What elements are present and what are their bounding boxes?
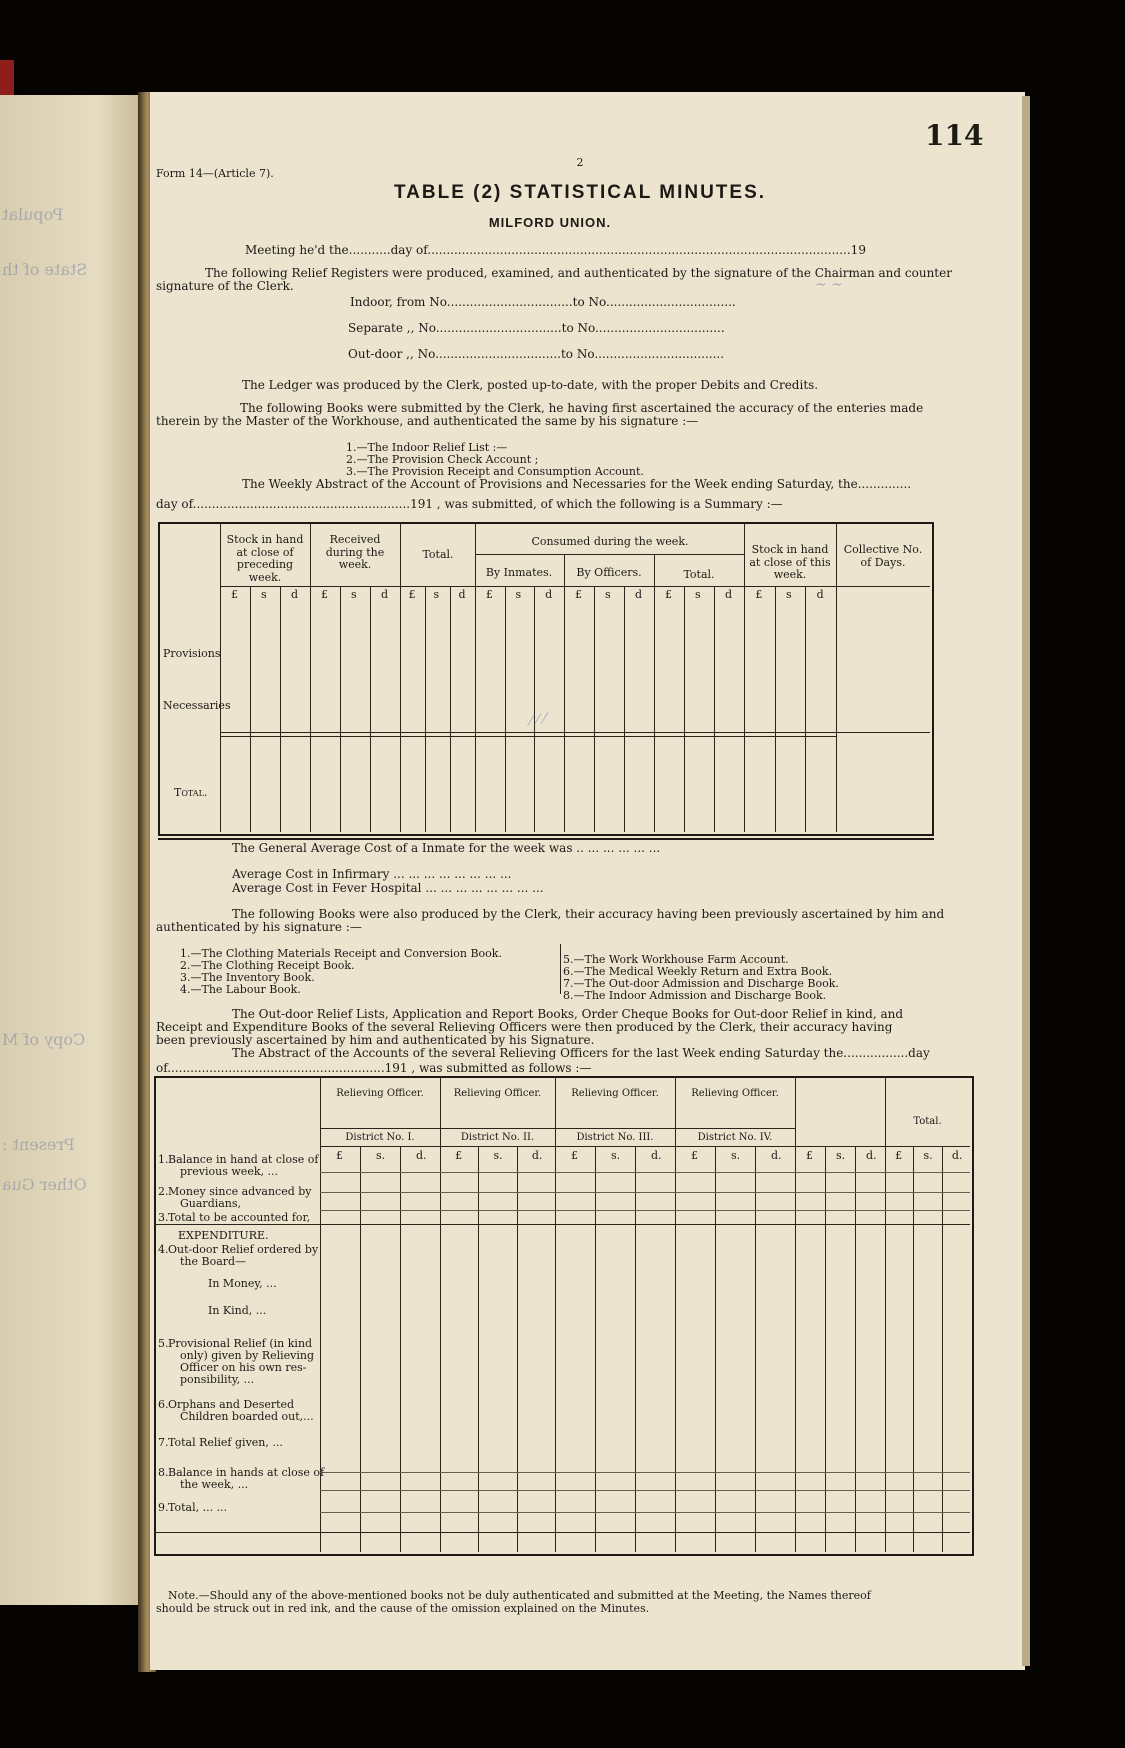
row-label: Total, ... ...	[168, 1501, 228, 1514]
row-label: ponsibility, ...	[180, 1373, 255, 1386]
currency-label: £	[455, 1149, 463, 1162]
currency-divider	[805, 586, 806, 832]
currency-divider	[755, 1146, 756, 1552]
currency-label: d	[725, 588, 733, 601]
book-left-item: 2.—The Clothing Receipt Book.	[180, 959, 355, 972]
page-number: 114	[925, 119, 984, 152]
currency-label: s	[695, 588, 701, 601]
also-produced-text: The following Books were also produced by the Clerk, their accuracy having been previously ascertained by him and	[232, 907, 945, 921]
row-provisions: Provisions	[163, 647, 221, 660]
books-submitted-text-cont: therein by the Master of the Workhouse, and authenticated the same by his signature :—	[156, 414, 699, 428]
book-list-item: 2.—The Provision Check Account ;	[346, 453, 539, 466]
currency-divider	[370, 586, 371, 832]
row-label: Guardians,	[180, 1197, 242, 1210]
row-label: In Money, ...	[208, 1277, 277, 1290]
entry-rule	[320, 1210, 970, 1211]
outdoor-lists-text-cont: Receipt and Expenditure Books of the several Relieving Officers were then produced by the Clerk, their accuracy having	[156, 1020, 893, 1034]
header-relieving-officer: Relieving Officer.	[336, 1088, 424, 1099]
currency-label: £	[895, 1149, 903, 1162]
page-edge	[1022, 96, 1030, 1666]
currency-label: d.	[531, 1149, 543, 1162]
book-list-item: 1.—The Indoor Relief List :—	[346, 441, 508, 454]
currency-divider	[595, 1146, 596, 1552]
row-number: 1.	[158, 1153, 169, 1166]
currency-label: d.	[416, 1149, 427, 1162]
column-divider	[320, 1076, 321, 1552]
footnote-cont: should be struck out in red ink, and the cause of the omission explained on the Minutes.	[156, 1602, 650, 1615]
facing-page	[0, 95, 140, 1605]
currency-label: s.	[493, 1149, 503, 1162]
header-collective-days: Collective No. of Days.	[843, 543, 923, 569]
header-consumed: Consumed during the week.	[531, 535, 689, 548]
row-label: EXPENDITURE.	[178, 1229, 269, 1242]
currency-label: £	[231, 588, 238, 601]
facing-page-bleed: Other Gua	[2, 1175, 87, 1194]
header-divider	[320, 1128, 795, 1129]
entry-rule	[320, 1472, 970, 1473]
book-left-item: 3.—The Inventory Book.	[180, 971, 315, 984]
row-label: Provisional Relief (in kind	[168, 1337, 313, 1350]
currency-label: s.	[731, 1149, 741, 1162]
page-title: TABLE (2) STATISTICAL MINUTES.	[393, 182, 767, 203]
row-label: Money since advanced by	[168, 1185, 312, 1198]
also-produced-text-cont: authenticated by his signature :—	[156, 920, 362, 934]
book-right-item: 6.—The Medical Weekly Return and Extra Book.	[563, 965, 833, 978]
currency-label: d	[545, 588, 553, 601]
currency-label: £	[755, 588, 763, 601]
row-number: 3.	[158, 1211, 169, 1224]
entry-rule	[320, 1192, 970, 1193]
facing-page-bleed: Copy of M	[2, 1030, 86, 1049]
book-right-item: 5.—The Work Workhouse Farm Account.	[563, 953, 789, 966]
currency-divider	[684, 586, 685, 832]
currency-divider	[280, 586, 281, 832]
outdoor-register-line: Out-door ,, No.................................to No..................................	[348, 347, 725, 361]
row-label: Balance in hands at close of	[168, 1466, 325, 1479]
weekly-abstract-text: The Weekly Abstract of the Account of Provisions and Necessaries for the Week ending Saturday, the..............	[242, 477, 912, 491]
header-relieving-officer: Relieving Officer.	[453, 1088, 542, 1099]
currency-divider	[594, 586, 595, 832]
column-divider	[885, 1076, 886, 1552]
column-divider	[440, 1076, 441, 1552]
row-label: Balance in hand at close of	[168, 1153, 319, 1166]
entry-rule	[320, 1172, 970, 1173]
row-label: Out-door Relief ordered by	[168, 1243, 319, 1256]
currency-label: d.	[866, 1149, 877, 1162]
currency-label: d	[635, 588, 643, 601]
abstract-text: The Abstract of the Accounts of the several Relieving Officers for the last Week ending Saturday the.................day	[232, 1046, 930, 1060]
footnote: Note.—Should any of the above-mentioned books not be duly authenticated and submitted at the Meeting, the Names thereof	[168, 1589, 871, 1602]
facing-page-bleed: Populat	[2, 205, 64, 224]
pencil-annotation: ~ ~	[815, 277, 843, 293]
currency-label: d	[458, 588, 466, 601]
row-number: 4.	[158, 1243, 169, 1256]
currency-label: s	[351, 588, 357, 601]
row-number: 5.	[158, 1337, 169, 1350]
row-label: Total to be accounted for,	[168, 1211, 311, 1224]
row-number: 8.	[158, 1466, 169, 1479]
form-reference: Form 14—(Article 7).	[156, 167, 274, 180]
header-stock-preceding: Stock in hand at close of preceding week.	[226, 533, 304, 584]
currency-divider	[855, 1146, 856, 1552]
row-number: 7.	[158, 1436, 169, 1449]
row-label: the Board—	[180, 1255, 247, 1268]
currency-label: s.	[836, 1149, 846, 1162]
header-district: District No. IV.	[697, 1132, 773, 1143]
currency-label: d.	[651, 1149, 662, 1162]
currency-label: £	[665, 588, 672, 601]
book-left-item: 1.—The Clothing Materials Receipt and Conversion Book.	[180, 947, 502, 960]
book-list-item: 3.—The Provision Receipt and Consumption Account.	[346, 465, 644, 478]
entry-rule	[320, 1512, 970, 1513]
average-general: The General Average Cost of a Inmate for the week was .. ... ... ... ... ...	[232, 841, 661, 855]
currency-label: s.	[376, 1149, 386, 1162]
currency-divider	[478, 1146, 479, 1552]
currency-label: d	[291, 588, 299, 601]
currency-divider	[714, 586, 715, 832]
currency-label: s	[261, 588, 267, 601]
book-right-item: 7.—The Out-door Admission and Discharge Book.	[563, 977, 839, 990]
row-number: 9.	[158, 1501, 169, 1514]
pencil-annotation: ⁄ ⁄ ⁄	[528, 710, 547, 730]
currency-divider	[715, 1146, 716, 1552]
book-right-item: 8.—The Indoor Admission and Discharge Book.	[563, 989, 827, 1002]
form-page	[150, 92, 1025, 1670]
row-label: the week, ...	[180, 1478, 249, 1491]
currency-label: £	[575, 588, 582, 601]
row-number: 2.	[158, 1185, 169, 1198]
header-total: Total.	[422, 548, 454, 561]
row-label: Children boarded out,...	[180, 1410, 314, 1423]
currency-divider	[340, 586, 341, 832]
book-left-item: 4.—The Labour Book.	[180, 983, 301, 996]
outdoor-lists-text: The Out-door Relief Lists, Application and Report Books, Order Cheque Books for Out-door Relief in kind, and	[232, 1007, 904, 1021]
header-district: District No. II.	[460, 1132, 535, 1143]
column-divider	[795, 1076, 796, 1552]
row-label: Orphans and Deserted	[168, 1398, 295, 1411]
currency-label: s	[605, 588, 611, 601]
row-label: Officer on his own res-	[180, 1361, 307, 1374]
currency-label: £	[571, 1149, 578, 1162]
relief-registers-text-cont: signature of the Clerk.	[156, 279, 294, 293]
average-fever: Average Cost in Fever Hospital ... ... ... ... ... ... ... ...	[232, 881, 544, 895]
currency-label: £	[321, 588, 328, 601]
currency-divider	[425, 586, 426, 832]
header-relieving-officer: Relieving Officer.	[571, 1088, 659, 1099]
currency-label: s	[433, 588, 440, 601]
relieving-officers-table	[154, 1076, 974, 1556]
facing-page-bleed: Present :	[2, 1135, 75, 1154]
currency-label: s	[515, 588, 522, 601]
header-consumed-total: Total.	[683, 568, 715, 581]
currency-divider	[450, 586, 451, 832]
entry-rule	[320, 1490, 970, 1491]
currency-divider	[400, 1146, 401, 1552]
row-number: 6.	[158, 1398, 169, 1411]
ledger-statement: The Ledger was produced by the Clerk, posted up-to-date, with the proper Debits and Credits.	[242, 378, 819, 392]
currency-label: s.	[923, 1149, 933, 1162]
red-bookmark-strip	[0, 60, 14, 100]
currency-label: s	[786, 588, 792, 601]
row-total: Total.	[174, 786, 208, 799]
section-divider	[154, 1532, 970, 1533]
currency-divider	[517, 1146, 518, 1552]
abstract-text-cont: of.........................................................191 , was submitted as follows :—	[156, 1061, 592, 1075]
currency-divider	[250, 586, 251, 832]
currency-label: s.	[611, 1149, 621, 1162]
currency-divider	[775, 586, 776, 832]
currency-label: £	[806, 1149, 813, 1162]
currency-divider	[360, 1146, 361, 1552]
row-label: previous week, ...	[180, 1165, 278, 1178]
header-by-inmates: By Inmates.	[485, 566, 553, 579]
currency-divider	[505, 586, 506, 832]
header-received: Received during the week.	[325, 533, 385, 572]
currency-divider	[624, 586, 625, 832]
outdoor-lists-text-end: been previously ascertained by him and authenticated by his Signature.	[156, 1033, 595, 1047]
header-stock-close: Stock in hand at close of this week.	[749, 543, 831, 582]
header-divider	[320, 1146, 970, 1147]
currency-label: £	[336, 1149, 343, 1162]
row-necessaries: Necessaries	[163, 699, 231, 712]
row-label: Total Relief given, ...	[168, 1436, 283, 1449]
header-relieving-officer: Relieving Officer.	[691, 1088, 779, 1099]
column-divider	[555, 1076, 556, 1552]
currency-divider	[635, 1146, 636, 1552]
union-name: MILFORD UNION.	[488, 215, 612, 230]
currency-label: £	[691, 1149, 698, 1162]
column-divider	[675, 1076, 676, 1552]
books-submitted-text: The following Books were submitted by the Clerk, he having first ascertained the accuracy of the enteries made	[240, 401, 924, 415]
currency-label: d.	[951, 1149, 963, 1162]
header-district: District No. III.	[576, 1132, 654, 1143]
currency-label: £	[408, 588, 416, 601]
currency-divider	[534, 586, 535, 832]
row-label: only) given by Relieving	[180, 1349, 315, 1362]
currency-label: d	[816, 588, 824, 601]
facing-page-bleed: State of th	[2, 260, 88, 279]
header-district: District No. I.	[345, 1132, 415, 1143]
small-page-number: 2	[576, 156, 584, 169]
row-label: In Kind, ...	[208, 1304, 267, 1317]
currency-label: d	[381, 588, 389, 601]
currency-label: £	[485, 588, 493, 601]
indoor-register-line: Indoor, from No.................................to No..................................	[350, 295, 736, 309]
meeting-line: Meeting he'd the...........day of...............................................................................................................19	[245, 243, 866, 257]
header-total: Total.	[913, 1116, 942, 1127]
currency-divider	[913, 1146, 914, 1552]
currency-divider	[825, 1146, 826, 1552]
weekly-abstract-text-cont: day of.........................................................191 , was submitted, of which the following is a Summary :—	[156, 497, 783, 511]
header-by-officers: By Officers.	[576, 566, 642, 579]
average-infirmary: Average Cost in Infirmary ... ... ... ... ... ... ... ...	[232, 867, 512, 881]
currency-label: d.	[771, 1149, 782, 1162]
currency-divider	[942, 1146, 943, 1552]
separate-register-line: Separate ,, No.................................to No..................................	[348, 321, 725, 335]
relief-registers-text: The following Relief Registers were produced, examined, and authenticated by the signature of the Chairman and counter	[205, 266, 952, 280]
